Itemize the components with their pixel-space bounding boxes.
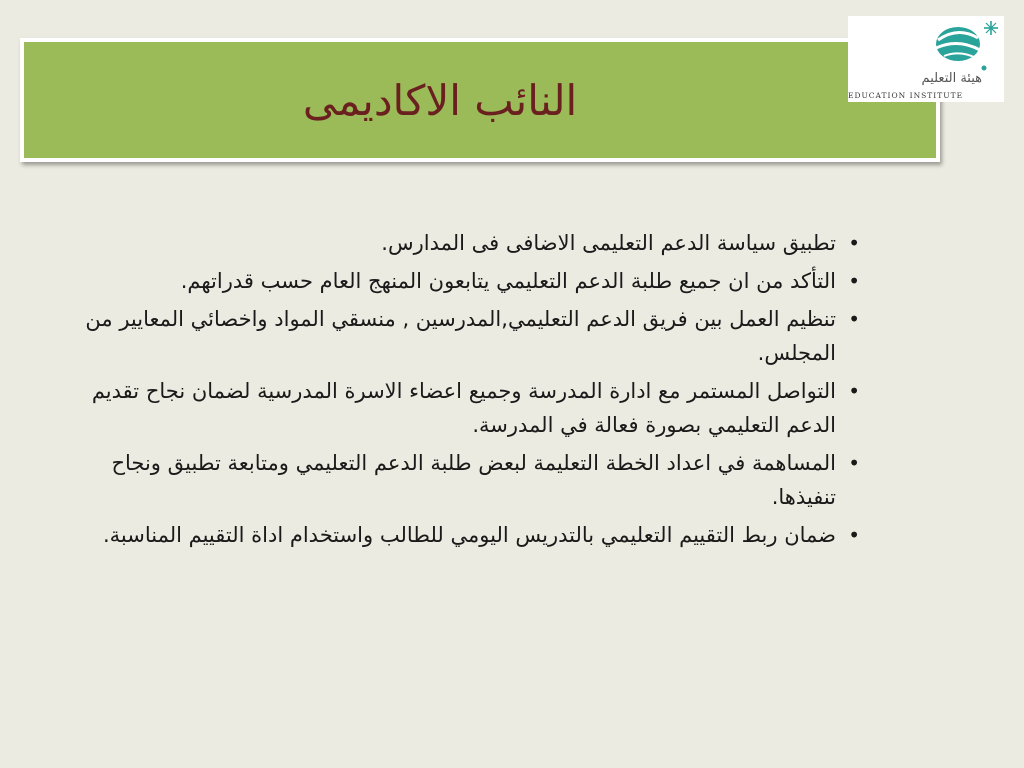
bullet-dot-icon: • bbox=[848, 231, 860, 255]
bullet-text: المساهمة في اعداد الخطة التعليمة لبعض طلبة الدعم التعليمي ومتابعة تطبيق ونجاح تنفيذها. bbox=[111, 451, 836, 509]
bullet-dot-icon: • bbox=[848, 379, 860, 403]
list-item bbox=[80, 302, 866, 370]
bullet-text: تطبيق سياسة الدعم التعليمى الاضافى فى المدارس. bbox=[381, 231, 836, 255]
logo-dot bbox=[982, 66, 987, 71]
bullet-dot-icon: • bbox=[848, 451, 860, 475]
bullet-text: التأكد من ان جميع طلبة الدعم التعليمي يتابعون المنهج العام حسب قدراتهم. bbox=[180, 269, 836, 293]
bullet-text: التواصل المستمر مع ادارة المدرسة وجميع اعضاء الاسرة المدرسية لضمان نجاح تقديم الدعم التعليمي بصورة فعالة في المدرسة. bbox=[91, 379, 836, 437]
bullet-dot-icon: • bbox=[848, 307, 860, 331]
slide-title: النائب الاكاديمى bbox=[302, 75, 578, 125]
list-item bbox=[80, 374, 866, 442]
list-item bbox=[80, 446, 866, 514]
logo-arabic-text: هيئة التعليم bbox=[921, 71, 982, 86]
list-item bbox=[80, 226, 866, 260]
bullet-dot-icon: • bbox=[848, 523, 860, 547]
logo-star-icon bbox=[984, 21, 998, 35]
logo-emblem-icon bbox=[848, 16, 1004, 102]
bullet-list bbox=[80, 226, 866, 556]
list-item bbox=[80, 518, 866, 552]
title-box bbox=[20, 38, 940, 162]
bullet-text: تنظيم العمل بين فريق الدعم التعليمي,المدرسين , منسقي المواد واخصائي المعايير من المجلس. bbox=[85, 307, 836, 365]
bullet-text: ضمان ربط التقييم التعليمي بالتدريس اليومي للطالب واستخدام اداة التقييم المناسبة. bbox=[102, 523, 836, 547]
list-item bbox=[80, 264, 866, 298]
institute-logo bbox=[848, 16, 1004, 102]
logo-english-text: EDUCATION INSTITUTE bbox=[848, 91, 964, 100]
bullet-dot-icon: • bbox=[848, 269, 860, 293]
